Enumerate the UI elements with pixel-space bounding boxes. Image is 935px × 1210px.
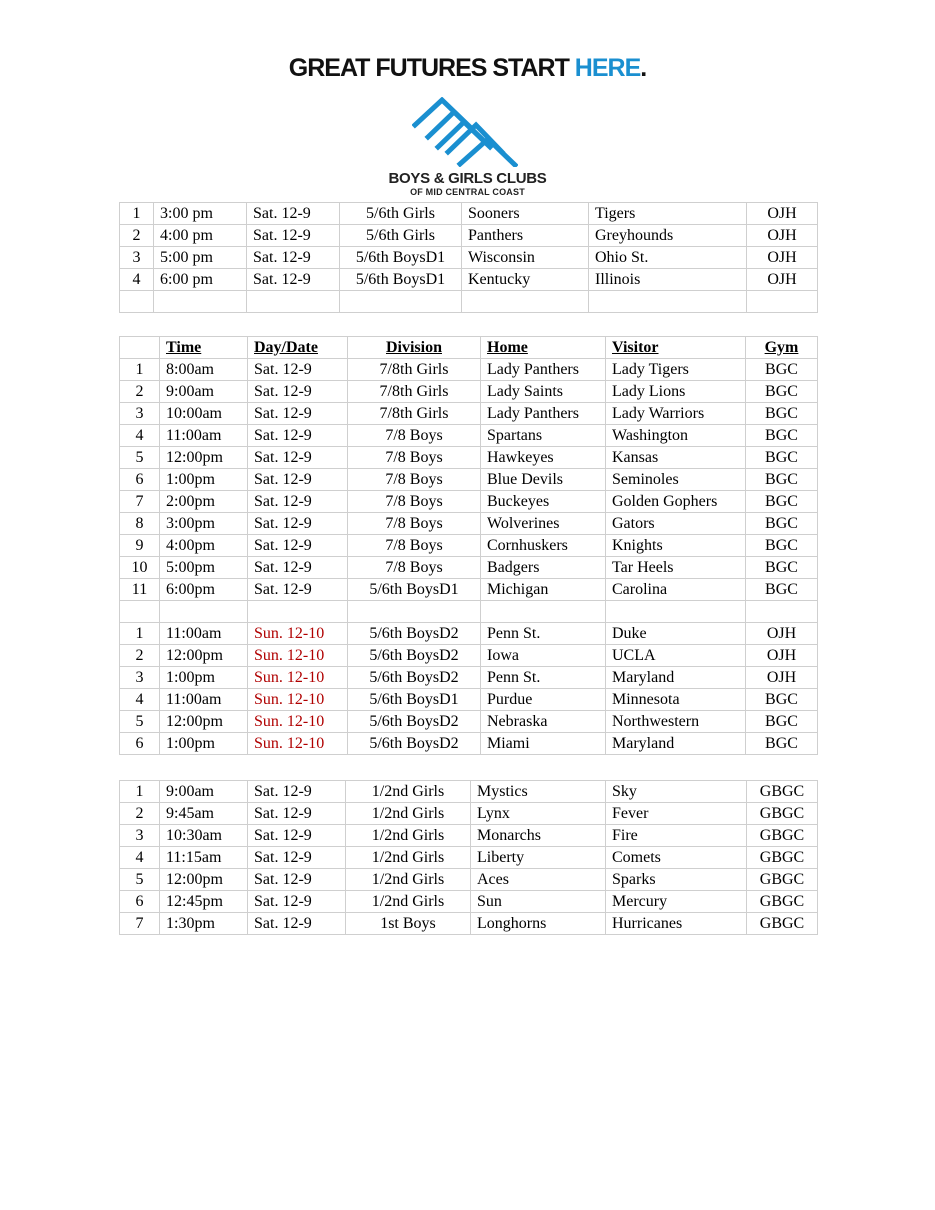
cell-division: 5/6th BoysD1 (340, 269, 462, 291)
cell-home: Wisconsin (462, 247, 589, 269)
cell-date: Sat. 12-9 (248, 381, 348, 403)
cell-gym: GBGC (747, 913, 818, 935)
cell-gym: OJH (747, 247, 818, 269)
table-row (120, 381, 818, 403)
table-row (120, 781, 818, 803)
cell-num: 2 (120, 645, 160, 667)
cell-gym: BGC (746, 425, 818, 447)
table-row (120, 803, 818, 825)
cell-gym: BGC (746, 403, 818, 425)
cell-home: Michigan (481, 579, 606, 601)
table-row (120, 269, 818, 291)
cell-home: Miami (481, 733, 606, 755)
cell-division: 7/8 Boys (348, 425, 481, 447)
cell-division: 7/8 Boys (348, 469, 481, 491)
cell-home: Lynx (471, 803, 606, 825)
table-row (120, 645, 818, 667)
cell-num: 4 (120, 269, 154, 291)
cell-date: Sat. 12-9 (248, 891, 346, 913)
cell-division: 7/8 Boys (348, 535, 481, 557)
tagline (0, 54, 935, 83)
cell-gym: BGC (746, 381, 818, 403)
cell-gym: GBGC (747, 803, 818, 825)
cell-date: Sat. 12-9 (247, 203, 340, 225)
cell-gym: BGC (746, 579, 818, 601)
cell-date: Sat. 12-9 (247, 225, 340, 247)
cell-visitor: Greyhounds (589, 225, 747, 247)
cell-num: 4 (120, 847, 160, 869)
cell-time: 1:00pm (160, 733, 248, 755)
cell-division: 7/8th Girls (348, 381, 481, 403)
cell-date: Sat. 12-9 (248, 825, 346, 847)
cell-num: 6 (120, 733, 160, 755)
cell-visitor: Tar Heels (606, 557, 746, 579)
blank-cell (348, 601, 481, 623)
header-gym: Gym (746, 337, 818, 359)
cell-num: 10 (120, 557, 160, 579)
cell-num: 2 (120, 381, 160, 403)
cell-num: 7 (120, 491, 160, 513)
cell-num: 4 (120, 689, 160, 711)
cell-time: 11:15am (160, 847, 248, 869)
table-row (120, 447, 818, 469)
cell-division: 5/6th BoysD2 (348, 733, 481, 755)
cell-time: 5:00 pm (154, 247, 247, 269)
cell-division: 1/2nd Girls (346, 781, 471, 803)
cell-time: 12:00pm (160, 447, 248, 469)
cell-time: 2:00pm (160, 491, 248, 513)
cell-division: 5/6th BoysD2 (348, 623, 481, 645)
cell-gym: GBGC (747, 891, 818, 913)
cell-gym: GBGC (747, 847, 818, 869)
cell-visitor: Carolina (606, 579, 746, 601)
cell-visitor: Knights (606, 535, 746, 557)
header-home: Home (481, 337, 606, 359)
cell-num: 1 (120, 781, 160, 803)
blank-cell (120, 601, 160, 623)
cell-division: 5/6th Girls (340, 203, 462, 225)
cell-time: 11:00am (160, 689, 248, 711)
cell-visitor: Lady Warriors (606, 403, 746, 425)
cell-division: 5/6th Girls (340, 225, 462, 247)
cell-gym: OJH (747, 203, 818, 225)
cell-division: 5/6th BoysD1 (348, 579, 481, 601)
header-time: Time (160, 337, 248, 359)
cell-division: 1/2nd Girls (346, 869, 471, 891)
cell-num: 3 (120, 825, 160, 847)
cell-time: 9:00am (160, 381, 248, 403)
cell-visitor: Fire (606, 825, 747, 847)
table-row (120, 667, 818, 689)
cell-visitor: Sky (606, 781, 747, 803)
cell-num: 6 (120, 891, 160, 913)
cell-time: 4:00 pm (154, 225, 247, 247)
cell-gym: OJH (747, 225, 818, 247)
cell-gym: BGC (746, 359, 818, 381)
cell-date: Sun. 12-10 (248, 645, 348, 667)
cell-home: Blue Devils (481, 469, 606, 491)
cell-home: Badgers (481, 557, 606, 579)
cell-visitor: Duke (606, 623, 746, 645)
cell-gym: BGC (746, 447, 818, 469)
cell-num: 5 (120, 447, 160, 469)
cell-time: 9:00am (160, 781, 248, 803)
cell-home: Liberty (471, 847, 606, 869)
cell-time: 12:00pm (160, 869, 248, 891)
cell-date: Sat. 12-9 (248, 403, 348, 425)
table-row (120, 557, 818, 579)
table-row (120, 469, 818, 491)
cell-visitor: Illinois (589, 269, 747, 291)
cell-visitor: Fever (606, 803, 747, 825)
cell-date: Sun. 12-10 (248, 623, 348, 645)
table-row (120, 225, 818, 247)
cell-home: Aces (471, 869, 606, 891)
cell-division: 1st Boys (346, 913, 471, 935)
cell-home: Lady Saints (481, 381, 606, 403)
tagline-highlight: HERE (574, 54, 641, 82)
table-row (120, 535, 818, 557)
cell-date: Sat. 12-9 (248, 913, 346, 935)
table-row (120, 403, 818, 425)
cell-time: 12:00pm (160, 711, 248, 733)
cell-home: Mystics (471, 781, 606, 803)
table-row (120, 733, 818, 755)
cell-gym: OJH (746, 667, 818, 689)
cell-num: 1 (120, 623, 160, 645)
cell-visitor: Golden Gophers (606, 491, 746, 513)
cell-num: 2 (120, 225, 154, 247)
cell-time: 1:00pm (160, 667, 248, 689)
cell-division: 7/8th Girls (348, 359, 481, 381)
cell-visitor: Maryland (606, 733, 746, 755)
cell-home: Lady Panthers (481, 403, 606, 425)
cell-num: 5 (120, 711, 160, 733)
cell-visitor: Kansas (606, 447, 746, 469)
cell-division: 1/2nd Girls (346, 847, 471, 869)
cell-num: 1 (120, 359, 160, 381)
cell-gym: BGC (746, 689, 818, 711)
cell-visitor: Hurricanes (606, 913, 747, 935)
cell-division: 5/6th BoysD2 (348, 645, 481, 667)
schedule-table-1 (119, 202, 818, 313)
table-row (120, 847, 818, 869)
cell-num: 4 (120, 425, 160, 447)
cell-date: Sat. 12-9 (248, 847, 346, 869)
header-visitor: Visitor (606, 337, 746, 359)
blank-cell (747, 291, 818, 313)
cell-date: Sat. 12-9 (248, 803, 346, 825)
cell-gym: GBGC (747, 825, 818, 847)
blank-row (120, 291, 818, 313)
cell-visitor: Seminoles (606, 469, 746, 491)
cell-time: 8:00am (160, 359, 248, 381)
cell-num: 1 (120, 203, 154, 225)
cell-gym: GBGC (747, 781, 818, 803)
cell-date: Sat. 12-9 (248, 579, 348, 601)
cell-time: 11:00am (160, 425, 248, 447)
cell-date: Sat. 12-9 (248, 869, 346, 891)
cell-home: Sooners (462, 203, 589, 225)
cell-gym: OJH (746, 623, 818, 645)
cell-time: 1:30pm (160, 913, 248, 935)
cell-visitor: UCLA (606, 645, 746, 667)
cell-visitor: Minnesota (606, 689, 746, 711)
cell-num: 3 (120, 247, 154, 269)
blank-cell (154, 291, 247, 313)
cell-time: 10:00am (160, 403, 248, 425)
table-row (120, 491, 818, 513)
cell-gym: BGC (746, 733, 818, 755)
cell-home: Longhorns (471, 913, 606, 935)
cell-home: Sun (471, 891, 606, 913)
cell-home: Lady Panthers (481, 359, 606, 381)
cell-time: 9:45am (160, 803, 248, 825)
cell-gym: GBGC (747, 869, 818, 891)
cell-division: 5/6th BoysD2 (348, 667, 481, 689)
cell-home: Buckeyes (481, 491, 606, 513)
tagline-end: . (640, 54, 647, 82)
cell-home: Monarchs (471, 825, 606, 847)
blank-row (120, 601, 818, 623)
cell-home: Wolverines (481, 513, 606, 535)
cell-num: 6 (120, 469, 160, 491)
table-row (120, 425, 818, 447)
cell-date: Sat. 12-9 (248, 535, 348, 557)
cell-division: 5/6th BoysD1 (348, 689, 481, 711)
cell-division: 7/8 Boys (348, 491, 481, 513)
table-row (120, 711, 818, 733)
cell-time: 1:00pm (160, 469, 248, 491)
cell-date: Sun. 12-10 (248, 711, 348, 733)
cell-time: 4:00pm (160, 535, 248, 557)
cell-visitor: Maryland (606, 667, 746, 689)
cell-division: 1/2nd Girls (346, 891, 471, 913)
cell-home: Hawkeyes (481, 447, 606, 469)
cell-gym: BGC (746, 491, 818, 513)
table-row (120, 203, 818, 225)
cell-date: Sat. 12-9 (248, 359, 348, 381)
cell-division: 7/8th Girls (348, 403, 481, 425)
cell-division: 7/8 Boys (348, 513, 481, 535)
table-row (120, 579, 818, 601)
cell-date: Sat. 12-9 (248, 513, 348, 535)
cell-home: Panthers (462, 225, 589, 247)
blank-cell (606, 601, 746, 623)
header-date: Day/Date (248, 337, 348, 359)
cell-visitor: Mercury (606, 891, 747, 913)
bgc-logo-icon (412, 97, 518, 167)
blank-cell (462, 291, 589, 313)
cell-division: 5/6th BoysD1 (340, 247, 462, 269)
table-row (120, 359, 818, 381)
cell-date: Sat. 12-9 (248, 557, 348, 579)
cell-num: 9 (120, 535, 160, 557)
cell-time: 11:00am (160, 623, 248, 645)
cell-date: Sat. 12-9 (248, 447, 348, 469)
cell-division: 5/6th BoysD2 (348, 711, 481, 733)
cell-visitor: Sparks (606, 869, 747, 891)
cell-date: Sat. 12-9 (247, 247, 340, 269)
table-row (120, 689, 818, 711)
blank-cell (247, 291, 340, 313)
org-name: BOYS & GIRLS CLUBS (388, 170, 547, 187)
blank-cell (340, 291, 462, 313)
cell-num: 5 (120, 869, 160, 891)
cell-visitor: Comets (606, 847, 747, 869)
cell-num: 8 (120, 513, 160, 535)
cell-time: 3:00pm (160, 513, 248, 535)
cell-visitor: Lady Tigers (606, 359, 746, 381)
cell-time: 10:30am (160, 825, 248, 847)
cell-home: Kentucky (462, 269, 589, 291)
cell-home: Purdue (481, 689, 606, 711)
cell-time: 3:00 pm (154, 203, 247, 225)
table-header-row (120, 337, 818, 359)
cell-num: 11 (120, 579, 160, 601)
table-row (120, 825, 818, 847)
cell-division: 1/2nd Girls (346, 825, 471, 847)
cell-gym: BGC (746, 513, 818, 535)
cell-gym: OJH (747, 269, 818, 291)
cell-home: Penn St. (481, 623, 606, 645)
cell-date: Sun. 12-10 (248, 689, 348, 711)
table-row (120, 869, 818, 891)
cell-visitor: Lady Lions (606, 381, 746, 403)
header-num (120, 337, 160, 359)
table-row (120, 513, 818, 535)
cell-home: Spartans (481, 425, 606, 447)
cell-gym: OJH (746, 645, 818, 667)
cell-division: 7/8 Boys (348, 557, 481, 579)
table-row (120, 623, 818, 645)
cell-visitor: Washington (606, 425, 746, 447)
cell-time: 12:00pm (160, 645, 248, 667)
cell-time: 6:00 pm (154, 269, 247, 291)
cell-gym: BGC (746, 469, 818, 491)
cell-date: Sun. 12-10 (248, 667, 348, 689)
table-row (120, 247, 818, 269)
cell-visitor: Ohio St. (589, 247, 747, 269)
cell-gym: BGC (746, 711, 818, 733)
cell-home: Penn St. (481, 667, 606, 689)
cell-date: Sat. 12-9 (248, 425, 348, 447)
cell-home: Cornhuskers (481, 535, 606, 557)
cell-visitor: Tigers (589, 203, 747, 225)
cell-date: Sat. 12-9 (248, 469, 348, 491)
cell-num: 7 (120, 913, 160, 935)
cell-visitor: Gators (606, 513, 746, 535)
cell-num: 3 (120, 403, 160, 425)
cell-date: Sat. 12-9 (248, 781, 346, 803)
cell-division: 7/8 Boys (348, 447, 481, 469)
table-row (120, 913, 818, 935)
cell-date: Sat. 12-9 (247, 269, 340, 291)
cell-date: Sat. 12-9 (248, 491, 348, 513)
org-subtitle: OF MID CENTRAL COAST (410, 187, 525, 197)
blank-cell (160, 601, 248, 623)
schedule-table-2 (119, 336, 818, 755)
tagline-main: GREAT FUTURES START (288, 54, 569, 82)
header-division: Division (348, 337, 481, 359)
cell-time: 5:00pm (160, 557, 248, 579)
blank-cell (589, 291, 747, 313)
cell-visitor: Northwestern (606, 711, 746, 733)
cell-num: 2 (120, 803, 160, 825)
blank-cell (481, 601, 606, 623)
cell-division: 1/2nd Girls (346, 803, 471, 825)
cell-num: 3 (120, 667, 160, 689)
blank-cell (248, 601, 348, 623)
cell-home: Nebraska (481, 711, 606, 733)
schedule-table-3 (119, 780, 818, 935)
cell-home: Iowa (481, 645, 606, 667)
cell-time: 6:00pm (160, 579, 248, 601)
cell-gym: BGC (746, 535, 818, 557)
cell-date: Sun. 12-10 (248, 733, 348, 755)
blank-cell (120, 291, 154, 313)
table-row (120, 891, 818, 913)
cell-time: 12:45pm (160, 891, 248, 913)
blank-cell (746, 601, 818, 623)
cell-gym: BGC (746, 557, 818, 579)
